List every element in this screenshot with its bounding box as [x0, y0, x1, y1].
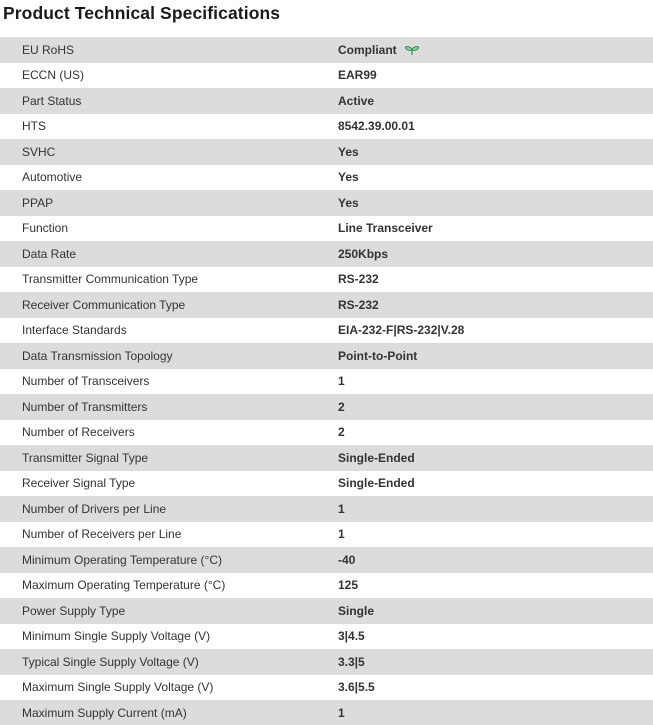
table-row [0, 496, 653, 522]
spec-value-text: 3.6|5.5 [338, 680, 375, 695]
table-row [0, 292, 653, 318]
table-row [0, 165, 653, 191]
table-row [0, 598, 653, 624]
spec-label: SVHC [22, 144, 56, 159]
spec-value-text: -40 [338, 552, 356, 567]
spec-label: Transmitter Signal Type [22, 450, 149, 465]
spec-value [338, 425, 345, 439]
spec-value-text: 1 [338, 501, 345, 516]
spec-value-text: 1 [338, 705, 345, 720]
spec-value [338, 247, 388, 261]
spec-value-text: Yes [338, 170, 359, 185]
spec-value [338, 94, 374, 108]
table-row [0, 139, 653, 165]
table-row [0, 522, 653, 548]
spec-label: Power Supply Type [22, 603, 126, 618]
spec-label: Part Status [22, 93, 82, 108]
table-row [0, 63, 653, 89]
spec-value-text: RS-232 [338, 297, 379, 312]
spec-value-text: 1 [338, 527, 345, 542]
spec-value [338, 349, 417, 363]
spec-value-text: 3|4.5 [338, 629, 365, 644]
spec-label: Maximum Operating Temperature (°C) [22, 578, 226, 593]
table-row [0, 343, 653, 369]
spec-label: Minimum Operating Temperature (°C) [22, 552, 222, 567]
table-row [0, 624, 653, 650]
spec-value-text: Yes [338, 144, 359, 159]
spec-value-text: Active [338, 93, 375, 108]
table-row [0, 547, 653, 573]
spec-label: ECCN (US) [22, 68, 84, 83]
table-row [0, 471, 653, 497]
table-row [0, 700, 653, 725]
spec-value [338, 196, 359, 210]
spec-label: Transmitter Communication Type [22, 272, 199, 287]
table-row [0, 649, 653, 675]
spec-value [338, 476, 415, 490]
table-row [0, 88, 653, 114]
spec-value [338, 680, 375, 694]
spec-value [338, 706, 345, 720]
spec-label: Number of Drivers per Line [22, 501, 167, 516]
spec-value-text: Compliant [338, 42, 397, 57]
table-row [0, 573, 653, 599]
table-row [0, 318, 653, 344]
spec-value [338, 323, 464, 337]
leaf-icon [404, 44, 420, 56]
spec-value [338, 655, 365, 669]
spec-value-text: 2 [338, 399, 345, 414]
spec-label: Number of Transmitters [22, 399, 148, 414]
table-row [0, 114, 653, 140]
spec-value-text: RS-232 [338, 272, 379, 287]
spec-label: Minimum Single Supply Voltage (V) [22, 629, 211, 644]
spec-value [338, 68, 377, 82]
spec-value-text: Single-Ended [338, 476, 415, 491]
spec-value [338, 553, 355, 567]
page-title: Product Technical Specifications [3, 3, 281, 23]
table-row [0, 216, 653, 242]
spec-label: Receiver Signal Type [22, 476, 136, 491]
table-row [0, 394, 653, 420]
spec-value-text: 1 [338, 374, 345, 389]
spec-label: Data Transmission Topology [22, 348, 173, 363]
table-row [0, 675, 653, 701]
spec-value [338, 170, 359, 184]
spec-value-text: EIA-232-F|RS-232|V.28 [338, 323, 465, 338]
spec-table [0, 37, 653, 725]
spec-value [338, 604, 374, 618]
spec-value-text: Yes [338, 195, 359, 210]
spec-value [338, 400, 345, 414]
spec-label: Receiver Communication Type [22, 297, 186, 312]
spec-value [338, 221, 433, 235]
table-row [0, 190, 653, 216]
spec-label: Function [22, 221, 69, 236]
spec-value-text: EAR99 [338, 68, 377, 83]
spec-value [338, 629, 365, 643]
spec-label: Number of Receivers [22, 425, 135, 440]
spec-value-text: 3.3|5 [338, 654, 365, 669]
table-row [0, 241, 653, 267]
spec-label: Data Rate [22, 246, 77, 261]
spec-value-text: Single-Ended [338, 450, 415, 465]
spec-value-text: Point-to-Point [338, 348, 418, 363]
table-row [0, 420, 653, 446]
spec-value-text: Single [338, 603, 375, 618]
table-row [0, 267, 653, 293]
spec-label: PPAP [22, 195, 54, 210]
spec-value [338, 272, 379, 286]
spec-value [338, 578, 358, 592]
spec-value [338, 145, 359, 159]
spec-label: Typical Single Supply Voltage (V) [22, 654, 199, 669]
table-row [0, 369, 653, 395]
spec-label: Number of Transceivers [22, 374, 150, 389]
spec-value-text: 2 [338, 425, 345, 440]
spec-label: Maximum Supply Current (mA) [22, 705, 187, 720]
spec-value-text: 125 [338, 578, 359, 593]
spec-label: EU RoHS [22, 42, 75, 57]
spec-value [338, 527, 345, 541]
spec-value-text: 8542.39.00.01 [338, 119, 415, 134]
spec-value [338, 451, 415, 465]
spec-value [338, 298, 379, 312]
table-row [0, 445, 653, 471]
spec-value-text: Line Transceiver [338, 221, 433, 236]
spec-value [338, 502, 345, 516]
spec-value [338, 43, 420, 57]
spec-label: Interface Standards [22, 323, 127, 338]
spec-value [338, 374, 345, 388]
spec-label: Number of Receivers per Line [22, 527, 182, 542]
spec-label: HTS [22, 119, 46, 134]
spec-label: Maximum Single Supply Voltage (V) [22, 680, 214, 695]
spec-value [338, 119, 415, 133]
spec-value-text: 250Kbps [338, 246, 389, 261]
table-row [0, 37, 653, 63]
spec-label: Automotive [22, 170, 83, 185]
